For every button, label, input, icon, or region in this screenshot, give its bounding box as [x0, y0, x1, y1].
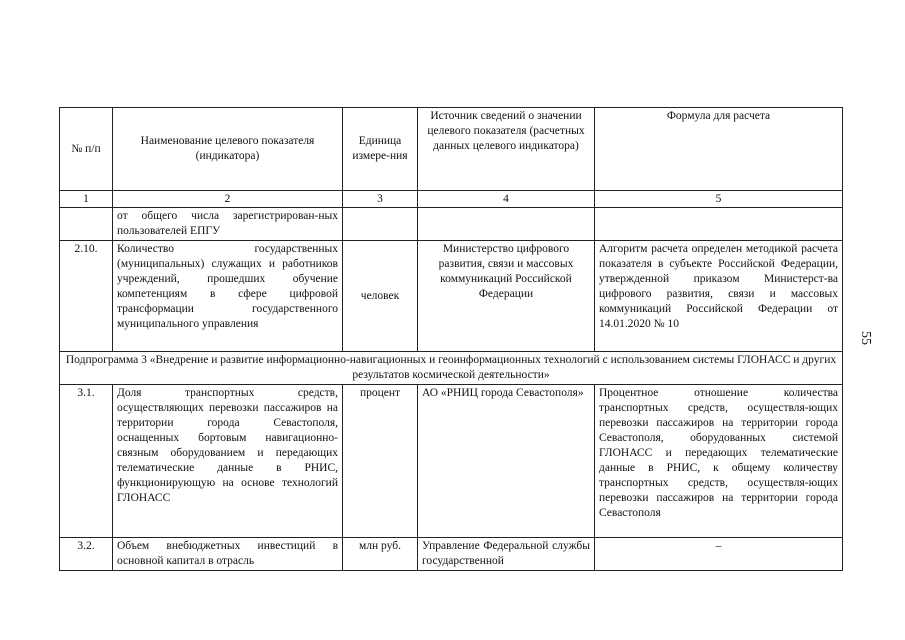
table-row-continuation — [60, 208, 843, 241]
unit: человек — [343, 241, 418, 352]
formula: Процентное отношение количества транспортных средств, осуществля-ющих перевозки пассажиров на территории города Севастополя, оборудованных системой ГЛОНАСС и передающих телематические данные в РНИС, к общему количеству транспортных средств, осуществля-ющих перевозки пассажиров на территории города Севастополя — [595, 385, 843, 538]
unit: процент — [343, 385, 418, 538]
column-number: 1 — [60, 191, 113, 208]
row-number: 3.1. — [60, 385, 113, 538]
indicator-name: Объем внебюджетных инвестиций в основной капитал в отрасль — [113, 538, 343, 571]
column-number: 3 — [343, 191, 418, 208]
source: Министерство цифрового развития, связи и массовых коммуникаций Российской Федерации — [418, 241, 595, 352]
table-header-row — [60, 108, 843, 191]
row-number: 2.10. — [60, 241, 113, 352]
table-row-3-2 — [60, 538, 843, 571]
header-indicator-name: Наименование целевого показателя (индикатора) — [113, 108, 343, 191]
header-unit: Единица измере-ния — [343, 108, 418, 191]
row-number — [60, 208, 113, 241]
unit: млн руб. — [343, 538, 418, 571]
indicator-name: Доля транспортных средств, осуществляющих перевозки пассажиров на территории города Севастополя, оснащенных бортовым навигационно-связным оборудованием и передающих телематические данные в РНИС, функционирующую на основе технологий ГЛОНАСС — [113, 385, 343, 538]
page-number: 55 — [858, 331, 873, 345]
source: Управление Федеральной службы государственной — [418, 538, 595, 571]
row-number: 3.2. — [60, 538, 113, 571]
table-row-2-10 — [60, 241, 843, 352]
header-number: № п/п — [60, 108, 113, 191]
formula: Алгоритм расчета определен методикой расчета показателя в субъекте Российской Федерации, утвержденной приказом Министерст-ва цифрового развития, связи и массовых коммуникаций Российской Федерации от 14.01.2020 № 10 — [595, 241, 843, 352]
table-row-3-1 — [60, 385, 843, 538]
subprogram-row — [60, 352, 843, 385]
column-number: 5 — [595, 191, 843, 208]
header-formula: Формула для расчета — [595, 108, 843, 191]
column-number-row — [60, 191, 843, 208]
indicators-table — [59, 107, 843, 571]
column-number: 2 — [113, 191, 343, 208]
formula: – — [595, 538, 843, 571]
column-number: 4 — [418, 191, 595, 208]
header-source: Источник сведений о значении целевого показателя (расчетных данных целевого индикатора) — [418, 108, 595, 191]
indicator-name: от общего числа зарегистрирован-ных пользователей ЕПГУ — [113, 208, 343, 241]
source — [418, 208, 595, 241]
indicator-name: Количество государственных (муниципальных) служащих и работников учреждений, прошедших обучение компетенциям в сфере цифровой трансформации государственного муниципального управления — [113, 241, 343, 352]
formula — [595, 208, 843, 241]
source: АО «РНИЦ города Севастополя» — [418, 385, 595, 538]
subprogram-title: Подпрограмма 3 «Внедрение и развитие информационно-навигационных и геоинформационных технологий с использованием системы ГЛОНАСС и других результатов космической деятельности» — [60, 352, 843, 385]
unit — [343, 208, 418, 241]
